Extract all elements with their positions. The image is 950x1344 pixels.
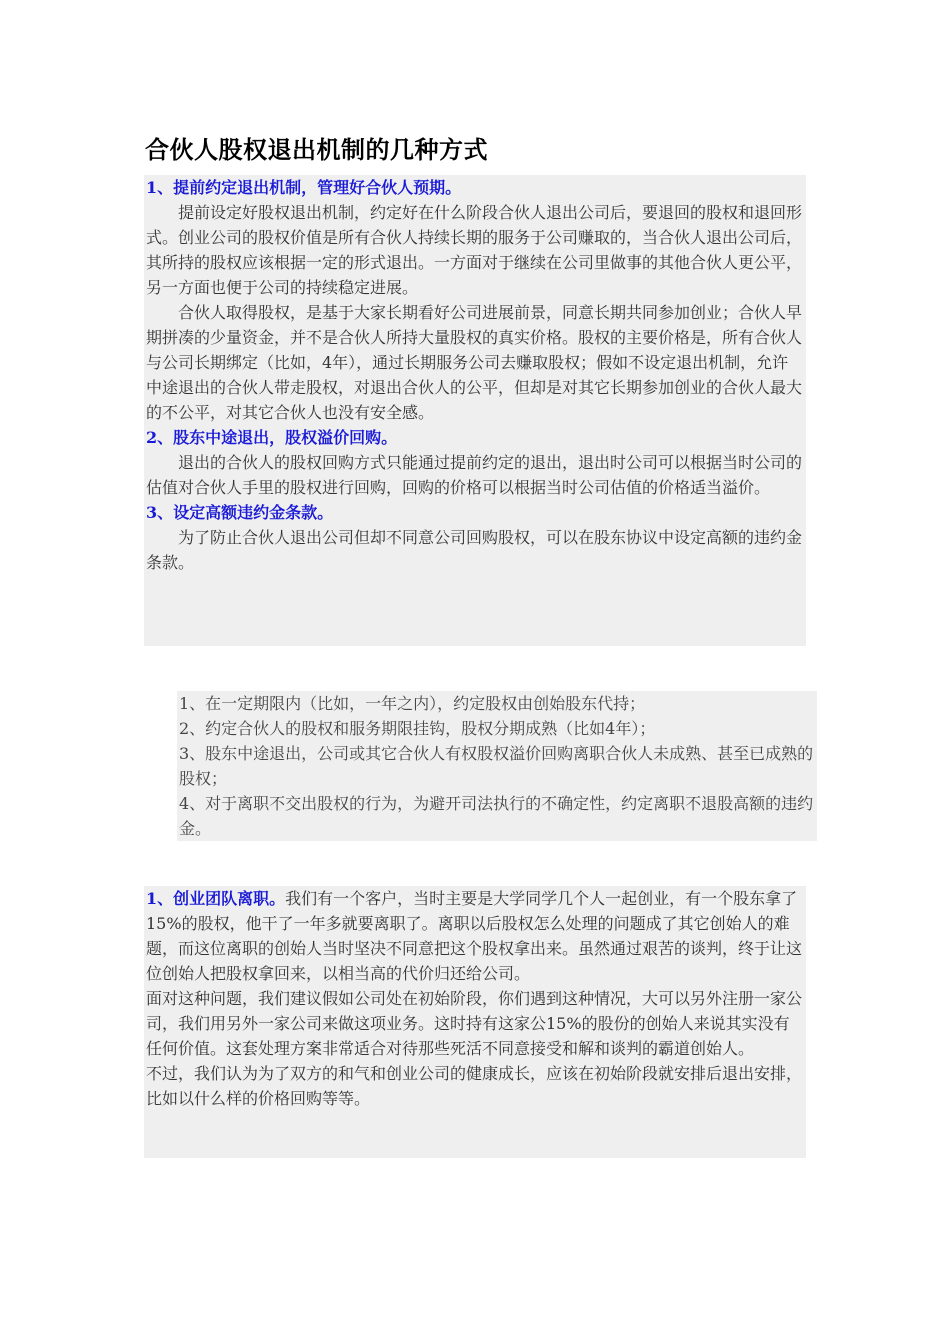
paragraph-3: 退出的合伙人的股权回购方式只能通过提前约定的退出，退出时公司可以根据当时公司的估值对合伙人手里的股权进行回购，回购的价格可以根据当时公司估值的价格适当溢价。	[146, 453, 803, 497]
case-paragraph-2: 面对这种问题，我们建议假如公司处在初始阶段，你们遇到这种情况，大可以另外注册一家公司，我们用另外一家公司来做这项业务。这时持有这家公15%的股份的创始人来说其实没有任何价值。这套处理方案非常适合对待那些死活不同意接受和解和谈判的霸道创始人。	[146, 989, 803, 1058]
list-item: 2、约定合伙人的股权和服务期限挂钩，股权分期成熟（比如4年）；	[179, 719, 656, 738]
section-exit-methods	[144, 175, 806, 646]
paragraph-2: 合伙人取得股权，是基于大家长期看好公司进展前景，同意长期共同参加创业；合伙人早期拼凑的少量资金，并不是合伙人所持大量股权的真实价格。股权的主要价格是，所有合伙人与公司长期绑定（比如，4年），通过长期服务公司去赚取股权；假如不设定退出机制，允许中途退出的合伙人带走股权，对退出合伙人的公平，但却是对其它长期参加创业的合伙人最大的不公平，对其它合伙人也没有安全感。	[146, 303, 803, 422]
case-text-1: 我们有一个客户，当时主要是大学同学几个人一起创业，有一个股东拿了15%的股权，他干了一年多就要离职了。离职以后股权怎么处理的问题成了其它创始人的难题，而这位离职的创始人当时坚决不同意把这个股权拿出来。虽然通过艰苦的谈判，终于让这位创始人把股权拿回来，以相当高的代价归还给公司。	[146, 889, 803, 983]
paragraph-1: 提前设定好股权退出机制，约定好在什么阶段合伙人退出公司后，要退回的股权和退回形式。创业公司的股权价值是所有合伙人持续长期的服务于公司赚取的，当合伙人退出公司后，其所持的股权应该根据一定的形式退出。一方面对于继续在公司里做事的其他合伙人更公平，另一方面也便于公司的持续稳定进展。	[146, 203, 803, 297]
heading-2: 2、股东中途退出，股权溢价回购。	[146, 428, 398, 447]
case-paragraph-3: 不过，我们认为为了双方的和气和创业公司的健康成长，应该在初始阶段就安排后退出安排，比如以什么样的价格回购等等。	[146, 1064, 803, 1108]
list-item: 4、对于离职不交出股权的行为，为避开司法执行的不确定性，约定离职不退股高额的违约金。	[179, 794, 814, 838]
heading-1: 1、提前约定退出机制，管理好合伙人预期。	[146, 178, 462, 197]
section-rules-list	[177, 691, 817, 841]
paragraph-4: 为了防止合伙人退出公司但却不同意公司回购股权，可以在股东协议中设定高额的违约金条款。	[146, 528, 803, 572]
case-paragraph-1	[146, 886, 804, 986]
list-item: 3、股东中途退出，公司或其它合伙人有权股权溢价回购离职合伙人未成熟、甚至已成熟的股权；	[179, 744, 814, 788]
section-case-study	[144, 886, 806, 1158]
page-title: 合伙人股权退出机制的几种方式	[145, 136, 488, 164]
case-lead: 1、创业团队离职。	[146, 889, 286, 908]
list-item: 1、在一定期限内（比如，一年之内），约定股权由创始股东代持；	[179, 694, 646, 713]
heading-3: 3、设定高额违约金条款。	[146, 503, 334, 522]
